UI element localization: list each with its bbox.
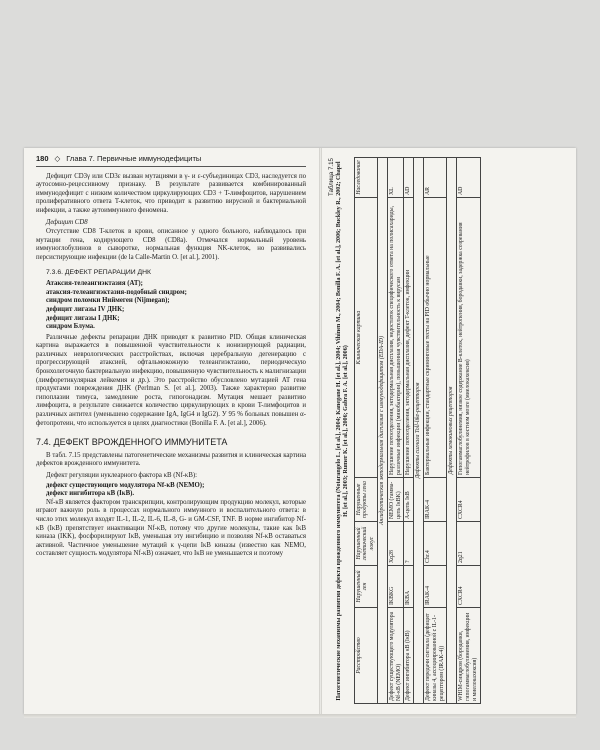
table-header-cell: Нарушенный ген (354, 566, 377, 608)
table-cell: IKBKG (387, 566, 404, 608)
table-header-cell: Наследование (354, 158, 377, 198)
table-section-row (414, 158, 424, 704)
table-cell: IKBA (404, 566, 414, 608)
table-header-cell: Нарушенный генетический локус (354, 522, 377, 566)
right-page (326, 154, 570, 708)
section-heading-736: 7.3.6. ДЕФЕКТ РЕПАРАЦИИ ДНК (46, 268, 151, 276)
bold-list-item: дефицит лигазы IV ДНК; (46, 305, 125, 313)
table-row (387, 158, 404, 704)
chapter-title: Глава 7. Первичные иммунодефициты (66, 154, 202, 163)
ornament-icon: ◇ (54, 154, 61, 163)
left-page (36, 155, 306, 560)
paragraph-cd8: Отсутствие CD8 T-клеток в крови, описанное у одного больного, наблюдалось при мутации гена, кодирующего CD8 (CD8a). Отмечался нормальный уровень иммуноглобулинов в сыворотке, нормальная функция NK-клеток, но развивались персистирующие инфекции (de la Calle-Martin O. [et al.], 2001). (36, 228, 306, 261)
table-cell: Дефект ингибитора κB (IκB) (404, 608, 414, 704)
table-header-cell: Клиническая картина (354, 198, 377, 478)
paragraph-dna-repair: Различные дефекты репарации ДНК приводят к развитию PID. Общая клиническая картина выражается в повышенной чувствительности к ионизирующей радиации, различных неврологических расстройствах, включая церебральную дегенерацию с прогрессирующей атаксией, офтальмокожную телеангиэктазию, периодическую бронхолегочную бактериальную инфекцию, повышенную чувствительность к малигнизации (лимфоретикулярная лейкемия и др.). Это расстройство обусловлено мутацией AT гена продуктами повреждения ДНК (Perlman S. [et al.], 2003). Также характерно развитие гипоплазии тимуса, замедление роста, гипогонадизм. Мутация мешает развитию лимфоцита, в результате снижается количество циркулирующих в крови T-лимфоцитов и различных антител (уменьшено содержание IgA, IgG4 и IgG2). У 95 % больных повышен α-фетопротеин, что используется в целях диагностики (Bonilla F. A. [et al.], 2006). (36, 333, 306, 427)
table-cell: IRAK-4 (423, 566, 446, 608)
table-cell: ? (404, 522, 414, 566)
table-row (404, 158, 414, 704)
table-cell: Гипогаммаглобулинемия, низкое содержание B-клеток, нейтропения, бородавки, задержка созревания нейтрофилов в костном мозге (миелокахексия) (457, 198, 480, 478)
table-section-title: Дефекты хемокиновых рецепторов (447, 158, 457, 704)
paragraph-nfkb: Nf-κB является фактором транскрипции, контролирующим продукцию молекул, которые играют важную роль в процессах нормального иммунного и воспалительного ответа: в число этих молекул входят IL-1, IL-2, IL-6, IL-8, G- и GM-CSF, TNF. В норме ингибитор Nf-κB (IκB) препятствует инактивации Nf-κB, потому что другие молекулы, такие как IκB киназа (IKK), фосфорилируют IκB, уменьшая эту ингибицию и позволяя Nf-κB оставаться активной. Частичное уменьшение мутаций к γ-цепи IκB киназы (известно как NEMO, составляет сущность модулятора Nf-κB) означает, что IκB не уменьшается и поэтому (36, 498, 306, 558)
table-cell: Дефект существующего модулятора Nf-κB (NEMO) (387, 608, 404, 704)
table-title (336, 158, 350, 704)
table-cell: A-цепь IκB (404, 478, 414, 522)
table-cell: Chr.4 (423, 522, 446, 566)
table-section-title: Дефекты сигнала Toll-like-рецепторов (414, 158, 424, 704)
table-cell: Бактериальные инфекции, стандартные скрининговые тесты на PID обычно нормальные (423, 198, 446, 478)
table-title-text: Патогенетические механизмы развития дефекта врожденного иммунитета (Notarangelo L. [et al.], 2004; Kanegane H. [et al.], 2004; Vihinen M., 2004; Bonilla F. A. [et al.], 2006; Buckley R., 2002; Chapel H. [et al.], 2003; Rumer K. [et al.], 2006; Gabra F. A. [et al.], 2006) (336, 161, 350, 701)
table-cell: AR (423, 158, 446, 198)
table-cell: CXCR4 (457, 478, 480, 522)
running-header (36, 155, 306, 167)
table-row (457, 158, 480, 704)
table-caption: Таблица 7.15 (328, 158, 335, 197)
bold-list-item: синдром поломки Ниймеген (Nijmegan); (46, 297, 170, 305)
paragraph-cd3: Дефицит CD3γ или CD3ε вызван мутациями в γ- и ε-субъединицах CD3, наследуется по аутосомно-рецессивному признаку. В результате развивается комбинированный иммунодефицит с низким количеством циркулирующих CD3 + T-лимфоцитов, нарушением пролиферативного ответа T-клеток, что приводит к развитию вирусной и бактериальной инфекции, а также аутоиммунного феномена. (36, 172, 306, 214)
table-section-row (447, 158, 457, 704)
table-cell: 2q21 (457, 522, 480, 566)
table-cell: IRAK-4 (423, 478, 446, 522)
table-cell: NEMO (гамма-цепь IκBK) (387, 478, 404, 522)
table-section-title: Ангидротическая эктодермальная дисплазия с иммунодефицитом (EDA-ID) (378, 158, 388, 704)
bold-list-item: дефицит лигазы I ДНК; (46, 314, 120, 322)
paragraph-table-ref: В табл. 7.15 представлены патогенетические механизмы развития и клиническая картина дефектов врожденного иммунитета. (36, 451, 306, 468)
table-row (423, 158, 446, 704)
table-cell: Нарушение потоотделения, эктодермальная дисплазия, недостаток специфического ответа на полисахариды, различные инфекции (микобактерии), повышенная чувствительность к вирусам (387, 198, 404, 478)
table-cell: CXCR4 (457, 566, 480, 608)
rotated-table-block (326, 154, 570, 708)
table-cell: XL (387, 158, 404, 198)
table-cell: Xq28 (387, 522, 404, 566)
nfkb-line-bold: дефект ингибитора κB (IκB). (46, 490, 135, 498)
book-gutter (319, 148, 322, 714)
table-cell: AD (457, 158, 480, 198)
table-header-cell: Расстройство (354, 608, 377, 704)
page-number: 180 (36, 154, 49, 163)
bold-list-item: синдром Блума. (46, 323, 95, 331)
bold-list-item: атаксия-телеангиэктазия-подобный синдром; (46, 288, 187, 296)
table-header-cell: Нарушенные продукты гена (354, 478, 377, 522)
table-7-15 (354, 157, 481, 704)
bold-list-item: Атаксия-телеангиэктазия (AT); (46, 280, 143, 288)
table-cell: WHIM-синдром (бородавки, гипогаммаглобулинемия, инфекции и миелокахексия) (457, 608, 480, 704)
table-section-row (378, 158, 388, 704)
table-cell: AD (404, 158, 414, 198)
section-heading-74: 7.4. ДЕФЕКТ ВРОЖДЕННОГО ИММУНИТЕТА (36, 437, 228, 448)
subheading-cd8: Дефицит CD8 (46, 218, 88, 226)
page-stack-edge (24, 714, 576, 718)
table-header-row (354, 158, 377, 704)
nfkb-line: Дефект регуляции нуклеарного фактора κB (Nf-κB): (46, 472, 198, 479)
table-cell: Нарушение потоотделения, эктодермальная дисплазия, дефект T-клеток, инфекции (404, 198, 414, 478)
book-spread (24, 148, 576, 714)
table-cell: Дефект передачи сигнала (дефицит киназы 4, ассоциированной с IL-1-рецептором (IRAK-4)) (423, 608, 446, 704)
nfkb-line-bold: дефект существующего модулятора Nf-κB (NEMO); (46, 481, 205, 489)
